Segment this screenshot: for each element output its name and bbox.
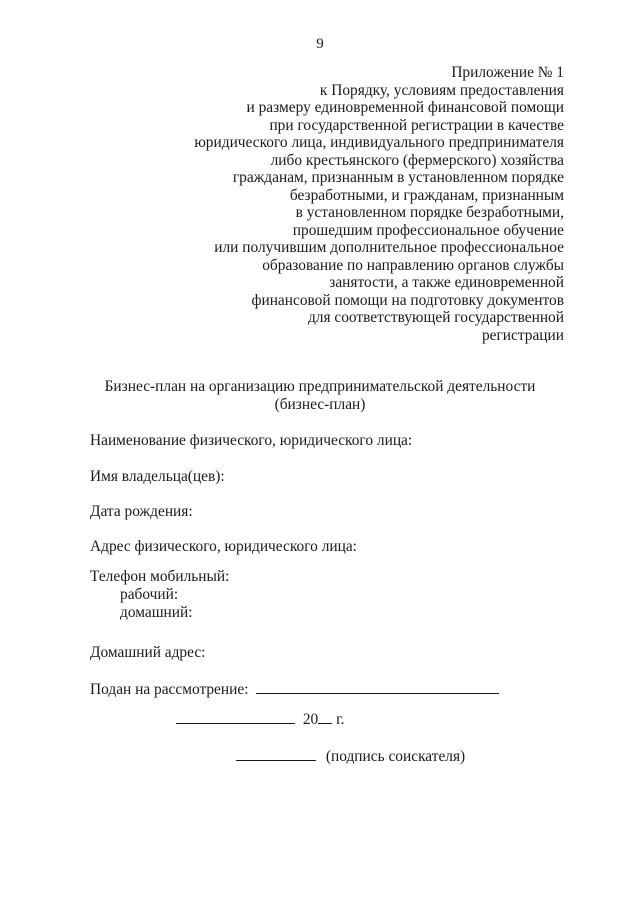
phone-home-label: домашний: xyxy=(120,604,193,621)
submitted-label: Подан на рассмотрение: xyxy=(90,681,249,698)
title-line-2: (бизнес-план) xyxy=(274,396,366,413)
page-number: 9 xyxy=(316,36,324,52)
appendix-header xyxy=(144,64,564,344)
signature-row xyxy=(236,746,465,766)
date-blank-line xyxy=(176,709,295,724)
appendix-line: Приложение № 1 xyxy=(451,64,564,81)
date-row xyxy=(176,709,345,729)
entity-address-label: Адрес физического, юридического лица: xyxy=(90,538,357,555)
birth-date-label: Дата рождения: xyxy=(90,503,193,520)
year-prefix: 20 xyxy=(302,711,319,728)
appendix-line: финансовой помощи на подготовку документов xyxy=(251,291,564,309)
appendix-line: гражданам, признанным в установленном порядке xyxy=(232,169,564,186)
owner-name-label: Имя владельца(цев): xyxy=(90,468,225,485)
year-suffix: г. xyxy=(332,711,345,728)
entity-name-label: Наименование физического, юридического лица: xyxy=(90,432,413,449)
appendix-line: в установленном порядке безработными, xyxy=(295,204,564,221)
appendix-line: для соответствующей государственной xyxy=(307,309,564,326)
appendix-line: либо крестьянского (фермерского) хозяйства xyxy=(270,151,564,169)
appendix-line: и размеру единовременной финансовой помощи xyxy=(246,99,564,116)
appendix-line: к Порядку, условиям предоставления xyxy=(319,81,564,99)
appendix-line: юридического лица, индивидуального предпринимателя xyxy=(194,134,564,151)
appendix-line: при государственной регистрации в качестве xyxy=(269,116,564,134)
appendix-line: регистрации xyxy=(481,326,564,344)
appendix-line: или получившим дополнительное профессиональное xyxy=(214,239,564,256)
signature-label: (подпись соискателя) xyxy=(325,748,466,765)
phone-mobile-label: Телефон мобильный: xyxy=(90,568,230,585)
year-blank-line xyxy=(318,709,332,724)
title-line-1: Бизнес-план на организацию предпринимательской деятельности xyxy=(104,378,536,395)
home-address-label: Домашний адрес: xyxy=(90,644,206,661)
appendix-line: прошедшим профессиональное обучение xyxy=(292,221,564,239)
submitted-row xyxy=(90,679,499,699)
signature-blank-line xyxy=(236,746,316,761)
appendix-line: занятости, а также единовременной xyxy=(329,274,564,291)
appendix-line: безработными, и гражданам, признанным xyxy=(289,186,564,204)
phone-block xyxy=(90,568,229,622)
document-title xyxy=(0,378,640,414)
appendix-line: образование по направлению органов службы xyxy=(262,256,564,274)
phone-work-label: рабочий: xyxy=(120,586,179,603)
submitted-blank-line xyxy=(256,679,499,694)
